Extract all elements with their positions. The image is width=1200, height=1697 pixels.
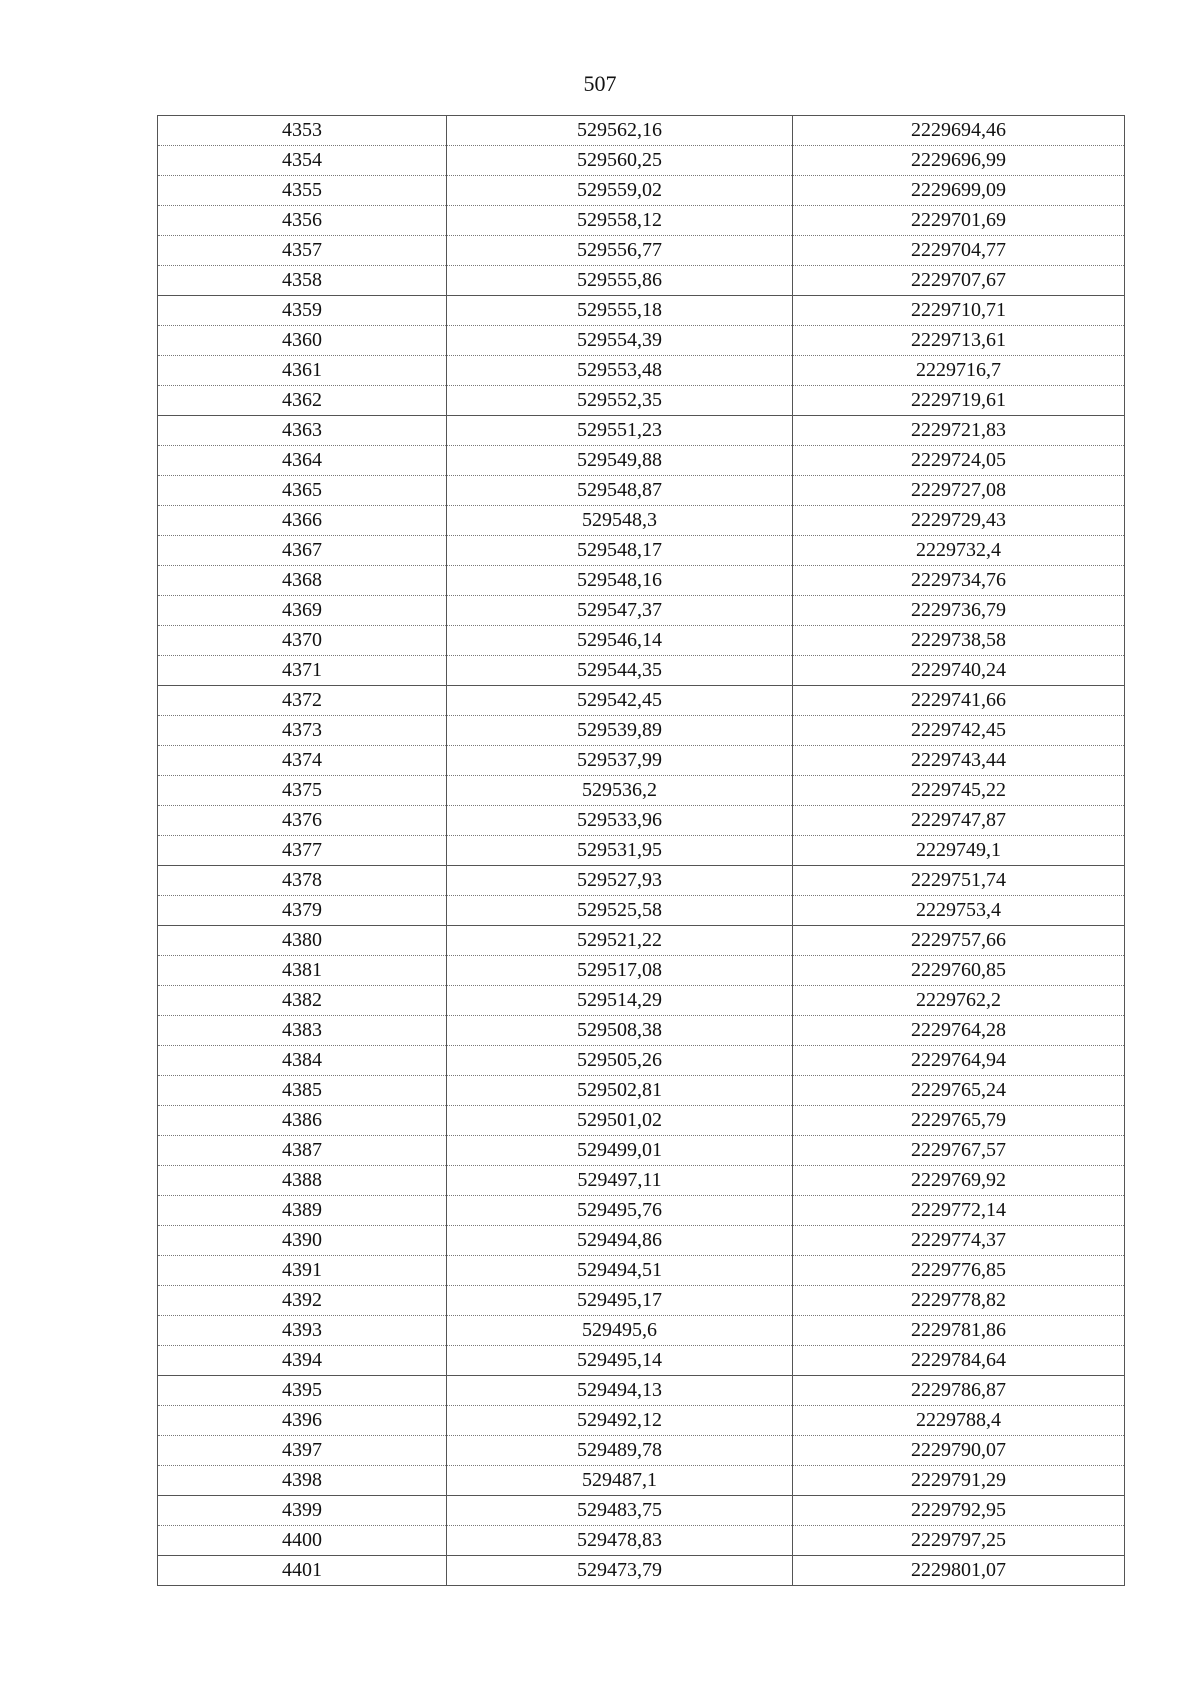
- y-coordinate-cell: 2229764,94: [793, 1046, 1125, 1076]
- point-number-cell: 4364: [158, 446, 447, 476]
- y-coordinate-cell: 2229762,2: [793, 986, 1125, 1016]
- y-coordinate-cell: 2229738,58: [793, 626, 1125, 656]
- table-row: [158, 1556, 1125, 1586]
- x-coordinate-cell: 529527,93: [447, 866, 793, 896]
- x-coordinate-cell: 529492,12: [447, 1406, 793, 1436]
- point-number-cell: 4374: [158, 746, 447, 776]
- table-row: [158, 476, 1125, 506]
- point-number-cell: 4388: [158, 1166, 447, 1196]
- x-coordinate-cell: 529489,78: [447, 1436, 793, 1466]
- point-number-cell: 4366: [158, 506, 447, 536]
- y-coordinate-cell: 2229743,44: [793, 746, 1125, 776]
- y-coordinate-cell: 2229788,4: [793, 1406, 1125, 1436]
- x-coordinate-cell: 529517,08: [447, 956, 793, 986]
- table-row: [158, 1286, 1125, 1316]
- point-number-cell: 4376: [158, 806, 447, 836]
- y-coordinate-cell: 2229732,4: [793, 536, 1125, 566]
- table-row: [158, 536, 1125, 566]
- point-number-cell: 4363: [158, 416, 447, 446]
- table-row: [158, 716, 1125, 746]
- y-coordinate-cell: 2229729,43: [793, 506, 1125, 536]
- table-row: [158, 1256, 1125, 1286]
- x-coordinate-cell: 529501,02: [447, 1106, 793, 1136]
- x-coordinate-cell: 529505,26: [447, 1046, 793, 1076]
- y-coordinate-cell: 2229742,45: [793, 716, 1125, 746]
- point-number-cell: 4398: [158, 1466, 447, 1496]
- x-coordinate-cell: 529487,1: [447, 1466, 793, 1496]
- table-row: [158, 776, 1125, 806]
- y-coordinate-cell: 2229765,24: [793, 1076, 1125, 1106]
- x-coordinate-cell: 529483,75: [447, 1496, 793, 1526]
- table-row: [158, 746, 1125, 776]
- y-coordinate-cell: 2229701,69: [793, 206, 1125, 236]
- x-coordinate-cell: 529558,12: [447, 206, 793, 236]
- table-row: [158, 956, 1125, 986]
- point-number-cell: 4401: [158, 1556, 447, 1586]
- page-number: 507: [583, 71, 617, 96]
- table-row: [158, 1376, 1125, 1406]
- point-number-cell: 4383: [158, 1016, 447, 1046]
- x-coordinate-cell: 529494,13: [447, 1376, 793, 1406]
- x-coordinate-cell: 529548,16: [447, 566, 793, 596]
- y-coordinate-cell: 2229757,66: [793, 926, 1125, 956]
- table-row: [158, 626, 1125, 656]
- y-coordinate-cell: 2229801,07: [793, 1556, 1125, 1586]
- x-coordinate-cell: 529531,95: [447, 836, 793, 866]
- x-coordinate-cell: 529548,3: [447, 506, 793, 536]
- table-row: [158, 296, 1125, 326]
- y-coordinate-cell: 2229764,28: [793, 1016, 1125, 1046]
- point-number-cell: 4353: [158, 116, 447, 146]
- x-coordinate-cell: 529499,01: [447, 1136, 793, 1166]
- y-coordinate-cell: 2229724,05: [793, 446, 1125, 476]
- point-number-cell: 4372: [158, 686, 447, 716]
- table-row: [158, 416, 1125, 446]
- y-coordinate-cell: 2229707,67: [793, 266, 1125, 296]
- x-coordinate-cell: 529537,99: [447, 746, 793, 776]
- x-coordinate-cell: 529478,83: [447, 1526, 793, 1556]
- x-coordinate-cell: 529555,18: [447, 296, 793, 326]
- point-number-cell: 4389: [158, 1196, 447, 1226]
- x-coordinate-cell: 529495,6: [447, 1316, 793, 1346]
- y-coordinate-cell: 2229747,87: [793, 806, 1125, 836]
- point-number-cell: 4375: [158, 776, 447, 806]
- table-row: [158, 1046, 1125, 1076]
- point-number-cell: 4395: [158, 1376, 447, 1406]
- table-row: [158, 596, 1125, 626]
- point-number-cell: 4379: [158, 896, 447, 926]
- point-number-cell: 4390: [158, 1226, 447, 1256]
- point-number-cell: 4382: [158, 986, 447, 1016]
- table-row: [158, 1136, 1125, 1166]
- point-number-cell: 4367: [158, 536, 447, 566]
- x-coordinate-cell: 529546,14: [447, 626, 793, 656]
- x-coordinate-cell: 529544,35: [447, 656, 793, 686]
- point-number-cell: 4396: [158, 1406, 447, 1436]
- table-row: [158, 506, 1125, 536]
- y-coordinate-cell: 2229769,92: [793, 1166, 1125, 1196]
- point-number-cell: 4377: [158, 836, 447, 866]
- table-row: [158, 1526, 1125, 1556]
- point-number-cell: 4370: [158, 626, 447, 656]
- x-coordinate-cell: 529555,86: [447, 266, 793, 296]
- table-row: [158, 566, 1125, 596]
- y-coordinate-cell: 2229749,1: [793, 836, 1125, 866]
- point-number-cell: 4368: [158, 566, 447, 596]
- point-number-cell: 4400: [158, 1526, 447, 1556]
- x-coordinate-cell: 529556,77: [447, 236, 793, 266]
- point-number-cell: 4361: [158, 356, 447, 386]
- table-row: [158, 446, 1125, 476]
- x-coordinate-cell: 529547,37: [447, 596, 793, 626]
- table-row: [158, 1196, 1125, 1226]
- x-coordinate-cell: 529502,81: [447, 1076, 793, 1106]
- y-coordinate-cell: 2229699,09: [793, 176, 1125, 206]
- x-coordinate-cell: 529533,96: [447, 806, 793, 836]
- point-number-cell: 4354: [158, 146, 447, 176]
- table-row: [158, 806, 1125, 836]
- point-number-cell: 4392: [158, 1286, 447, 1316]
- point-number-cell: 4369: [158, 596, 447, 626]
- y-coordinate-cell: 2229736,79: [793, 596, 1125, 626]
- point-number-cell: 4380: [158, 926, 447, 956]
- table-row: [158, 1466, 1125, 1496]
- point-number-cell: 4397: [158, 1436, 447, 1466]
- table-row: [158, 1436, 1125, 1466]
- table-row: [158, 1226, 1125, 1256]
- x-coordinate-cell: 529548,17: [447, 536, 793, 566]
- y-coordinate-cell: 2229772,14: [793, 1196, 1125, 1226]
- y-coordinate-cell: 2229767,57: [793, 1136, 1125, 1166]
- point-number-cell: 4357: [158, 236, 447, 266]
- y-coordinate-cell: 2229710,71: [793, 296, 1125, 326]
- point-number-cell: 4399: [158, 1496, 447, 1526]
- table-row: [158, 656, 1125, 686]
- point-number-cell: 4387: [158, 1136, 447, 1166]
- x-coordinate-cell: 529536,2: [447, 776, 793, 806]
- x-coordinate-cell: 529542,45: [447, 686, 793, 716]
- x-coordinate-cell: 529521,22: [447, 926, 793, 956]
- table-row: [158, 116, 1125, 146]
- point-number-cell: 4385: [158, 1076, 447, 1106]
- y-coordinate-cell: 2229741,66: [793, 686, 1125, 716]
- x-coordinate-cell: 529560,25: [447, 146, 793, 176]
- point-number-cell: 4359: [158, 296, 447, 326]
- point-number-cell: 4384: [158, 1046, 447, 1076]
- y-coordinate-cell: 2229713,61: [793, 326, 1125, 356]
- y-coordinate-cell: 2229774,37: [793, 1226, 1125, 1256]
- point-number-cell: 4394: [158, 1346, 447, 1376]
- point-number-cell: 4355: [158, 176, 447, 206]
- y-coordinate-cell: 2229753,4: [793, 896, 1125, 926]
- y-coordinate-cell: 2229740,24: [793, 656, 1125, 686]
- y-coordinate-cell: 2229721,83: [793, 416, 1125, 446]
- point-number-cell: 4381: [158, 956, 447, 986]
- table-row: [158, 1406, 1125, 1436]
- point-number-cell: 4378: [158, 866, 447, 896]
- table-row: [158, 1496, 1125, 1526]
- point-number-cell: 4362: [158, 386, 447, 416]
- point-number-cell: 4356: [158, 206, 447, 236]
- coordinates-table-body: [158, 116, 1125, 1586]
- x-coordinate-cell: 529548,87: [447, 476, 793, 506]
- table-row: [158, 326, 1125, 356]
- x-coordinate-cell: 529562,16: [447, 116, 793, 146]
- table-row: [158, 686, 1125, 716]
- x-coordinate-cell: 529553,48: [447, 356, 793, 386]
- table-row: [158, 986, 1125, 1016]
- point-number-cell: 4365: [158, 476, 447, 506]
- point-number-cell: 4373: [158, 716, 447, 746]
- y-coordinate-cell: 2229797,25: [793, 1526, 1125, 1556]
- y-coordinate-cell: 2229751,74: [793, 866, 1125, 896]
- x-coordinate-cell: 529508,38: [447, 1016, 793, 1046]
- table-row: [158, 206, 1125, 236]
- table-row: [158, 146, 1125, 176]
- table-row: [158, 266, 1125, 296]
- x-coordinate-cell: 529559,02: [447, 176, 793, 206]
- y-coordinate-cell: 2229760,85: [793, 956, 1125, 986]
- x-coordinate-cell: 529525,58: [447, 896, 793, 926]
- y-coordinate-cell: 2229778,82: [793, 1286, 1125, 1316]
- x-coordinate-cell: 529552,35: [447, 386, 793, 416]
- y-coordinate-cell: 2229704,77: [793, 236, 1125, 266]
- x-coordinate-cell: 529554,39: [447, 326, 793, 356]
- point-number-cell: 4371: [158, 656, 447, 686]
- table-row: [158, 866, 1125, 896]
- x-coordinate-cell: 529495,14: [447, 1346, 793, 1376]
- table-row: [158, 1346, 1125, 1376]
- x-coordinate-cell: 529551,23: [447, 416, 793, 446]
- point-number-cell: 4393: [158, 1316, 447, 1346]
- table-row: [158, 926, 1125, 956]
- point-number-cell: 4391: [158, 1256, 447, 1286]
- x-coordinate-cell: 529494,86: [447, 1226, 793, 1256]
- y-coordinate-cell: 2229781,86: [793, 1316, 1125, 1346]
- table-row: [158, 1076, 1125, 1106]
- y-coordinate-cell: 2229786,87: [793, 1376, 1125, 1406]
- x-coordinate-cell: 529495,17: [447, 1286, 793, 1316]
- y-coordinate-cell: 2229696,99: [793, 146, 1125, 176]
- x-coordinate-cell: 529494,51: [447, 1256, 793, 1286]
- x-coordinate-cell: 529514,29: [447, 986, 793, 1016]
- x-coordinate-cell: 529473,79: [447, 1556, 793, 1586]
- y-coordinate-cell: 2229784,64: [793, 1346, 1125, 1376]
- x-coordinate-cell: 529497,11: [447, 1166, 793, 1196]
- x-coordinate-cell: 529495,76: [447, 1196, 793, 1226]
- y-coordinate-cell: 2229792,95: [793, 1496, 1125, 1526]
- table-row: [158, 236, 1125, 266]
- y-coordinate-cell: 2229791,29: [793, 1466, 1125, 1496]
- y-coordinate-cell: 2229716,7: [793, 356, 1125, 386]
- table-row: [158, 386, 1125, 416]
- table-row: [158, 896, 1125, 926]
- table-row: [158, 1106, 1125, 1136]
- coordinates-table: [157, 115, 1125, 1586]
- y-coordinate-cell: 2229727,08: [793, 476, 1125, 506]
- table-row: [158, 176, 1125, 206]
- y-coordinate-cell: 2229765,79: [793, 1106, 1125, 1136]
- table-row: [158, 1166, 1125, 1196]
- y-coordinate-cell: 2229745,22: [793, 776, 1125, 806]
- point-number-cell: 4358: [158, 266, 447, 296]
- y-coordinate-cell: 2229776,85: [793, 1256, 1125, 1286]
- point-number-cell: 4360: [158, 326, 447, 356]
- y-coordinate-cell: 2229694,46: [793, 116, 1125, 146]
- table-row: [158, 1016, 1125, 1046]
- table-row: [158, 1316, 1125, 1346]
- point-number-cell: 4386: [158, 1106, 447, 1136]
- x-coordinate-cell: 529539,89: [447, 716, 793, 746]
- x-coordinate-cell: 529549,88: [447, 446, 793, 476]
- table-row: [158, 356, 1125, 386]
- y-coordinate-cell: 2229719,61: [793, 386, 1125, 416]
- table-row: [158, 836, 1125, 866]
- y-coordinate-cell: 2229734,76: [793, 566, 1125, 596]
- y-coordinate-cell: 2229790,07: [793, 1436, 1125, 1466]
